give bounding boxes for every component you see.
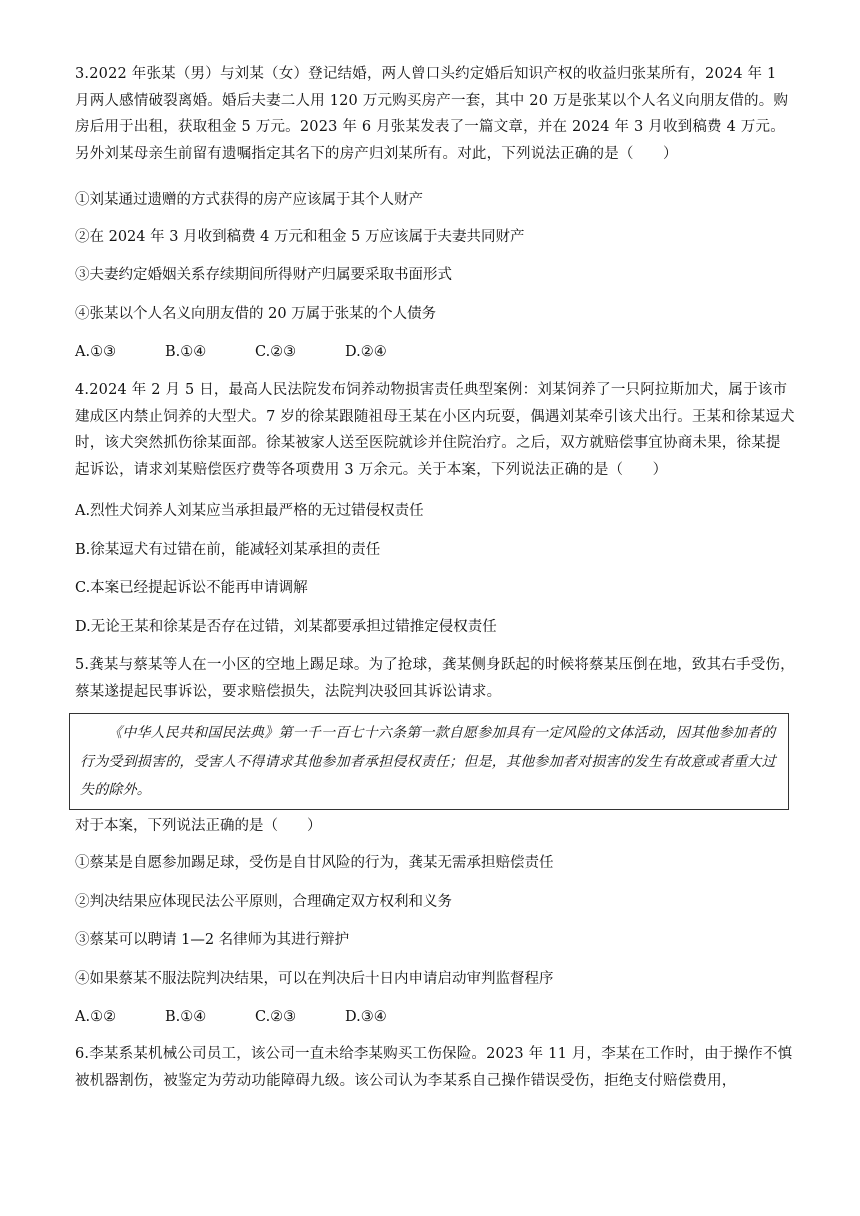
question-4-stem: 4.2024 年 2 月 5 日，最高人民法院发布饲养动物损害责任典型案例：刘某饲养了一只阿拉斯加犬，属于该市建成区内禁止饲养的大型犬。7 岁的徐某跟随祖母王某在小区内玩耍，偶遇刘某牵引该犬出行。王某和徐某逗犬时，该犬突然抓伤徐某面部。徐某被家人送至医院就诊并住院治疗。之后，双方就赔偿事宜协商未果，徐某提起诉讼，请求刘某赔偿医疗费等各项费用 3 万余元。关于本案，下列说法正确的是（ ） bbox=[75, 382, 795, 478]
question-4-option-c: C.本案已经提起诉讼不能再申请调解 bbox=[75, 580, 308, 596]
question-3-stem: 3.2022 年张某（男）与刘某（女）登记结婚，两人曾口头约定婚后知识产权的收益归张某所有，2024 年 1 月两人感情破裂离婚。婚后夫妻二人用 120 万元购买房产一套，其中 20 万是张某以个人名义向朋友借的。购房后用于出租，获取租金 5 万元。2023 年 6 月张某发表了一篇文章，并在 2024 年 3 月收到稿费 4 万元。另外刘某母亲生前留有遗嘱指定其名下的房产归刘某所有。对此，下列说法正确的是（ ） bbox=[75, 66, 789, 162]
question-3-option-d: D.②④ bbox=[345, 344, 387, 360]
question-3-option-a: A.①③ bbox=[75, 344, 117, 360]
question-5-option-a: A.①② bbox=[75, 1009, 117, 1025]
question-4-option-b: B.徐某逗犬有过错在前，能减轻刘某承担的责任 bbox=[75, 542, 381, 558]
question-5-options bbox=[75, 1007, 435, 1027]
question-6-stem: 6.李某系某机械公司员工，该公司一直未给李某购买工伤保险。2023 年 11 月，李某在工作时，由于操作不慎被机器割伤，被鉴定为劳动功能障碍九级。该公司认为李某系自己操作错误受伤，拒绝支付赔偿费用， bbox=[75, 1046, 793, 1089]
question-5-item-1: ①蔡某是自愿参加踢足球，受伤是自甘风险的行为，龚某无需承担赔偿责任 bbox=[75, 855, 554, 871]
question-4-option-a: A.烈性犬饲养人刘某应当承担最严格的无过错侵权责任 bbox=[75, 503, 424, 519]
question-5-item-4: ④如果蔡某不服法院判决结果，可以在判决后十日内申请启动审判监督程序 bbox=[75, 971, 554, 987]
question-5-item-2: ②判决结果应体现民法公平原则，合理确定双方权利和义务 bbox=[75, 894, 452, 910]
question-3-option-b: B.①④ bbox=[165, 344, 207, 360]
question-5-option-c: C.②③ bbox=[255, 1009, 297, 1025]
question-4-option-d: D.无论王某和徐某是否存在过错，刘某都要承担过错推定侵权责任 bbox=[75, 619, 497, 635]
question-3-item-1: ①刘某通过遗赠的方式获得的房产应该属于其个人财产 bbox=[75, 192, 423, 208]
question-5-option-b: B.①④ bbox=[165, 1009, 207, 1025]
question-3-item-3: ③夫妻约定婚姻关系存续期间所得财产归属要采取书面形式 bbox=[75, 267, 452, 283]
question-3-item-4: ④张某以个人名义向朋友借的 20 万属于张某的个人债务 bbox=[75, 306, 437, 322]
question-3-option-c: C.②③ bbox=[255, 344, 297, 360]
question-3-item-2: ②在 2024 年 3 月收到稿费 4 万元和租金 5 万应该属于夫妻共同财产 bbox=[75, 229, 525, 245]
question-5-stem: 5.龚某与蔡某等人在一小区的空地上踢足球。为了抢球，龚某侧身跃起的时候将蔡某压倒在地，致其右手受伤，蔡某遂提起民事诉讼，要求赔偿损失，法院判决驳回其诉讼请求。 bbox=[75, 657, 795, 700]
law-excerpt-text: 《中华人民共和国民法典》第一千一百七十六条第一款自愿参加具有一定风险的文体活动，因其他参加者的行为受到损害的，受害人不得请求其他参加者承担侵权责任；但是，其他参加者对损害的发生有故意或者重大过失的除外。 bbox=[80, 725, 776, 798]
question-3-options bbox=[75, 342, 435, 362]
question-5-question: 对于本案，下列说法正确的是（ ） bbox=[75, 818, 322, 834]
law-excerpt-box bbox=[69, 713, 789, 810]
question-5-option-d: D.③④ bbox=[345, 1009, 387, 1025]
question-5-item-3: ③蔡某可以聘请 1—2 名律师为其进行辩护 bbox=[75, 932, 350, 948]
